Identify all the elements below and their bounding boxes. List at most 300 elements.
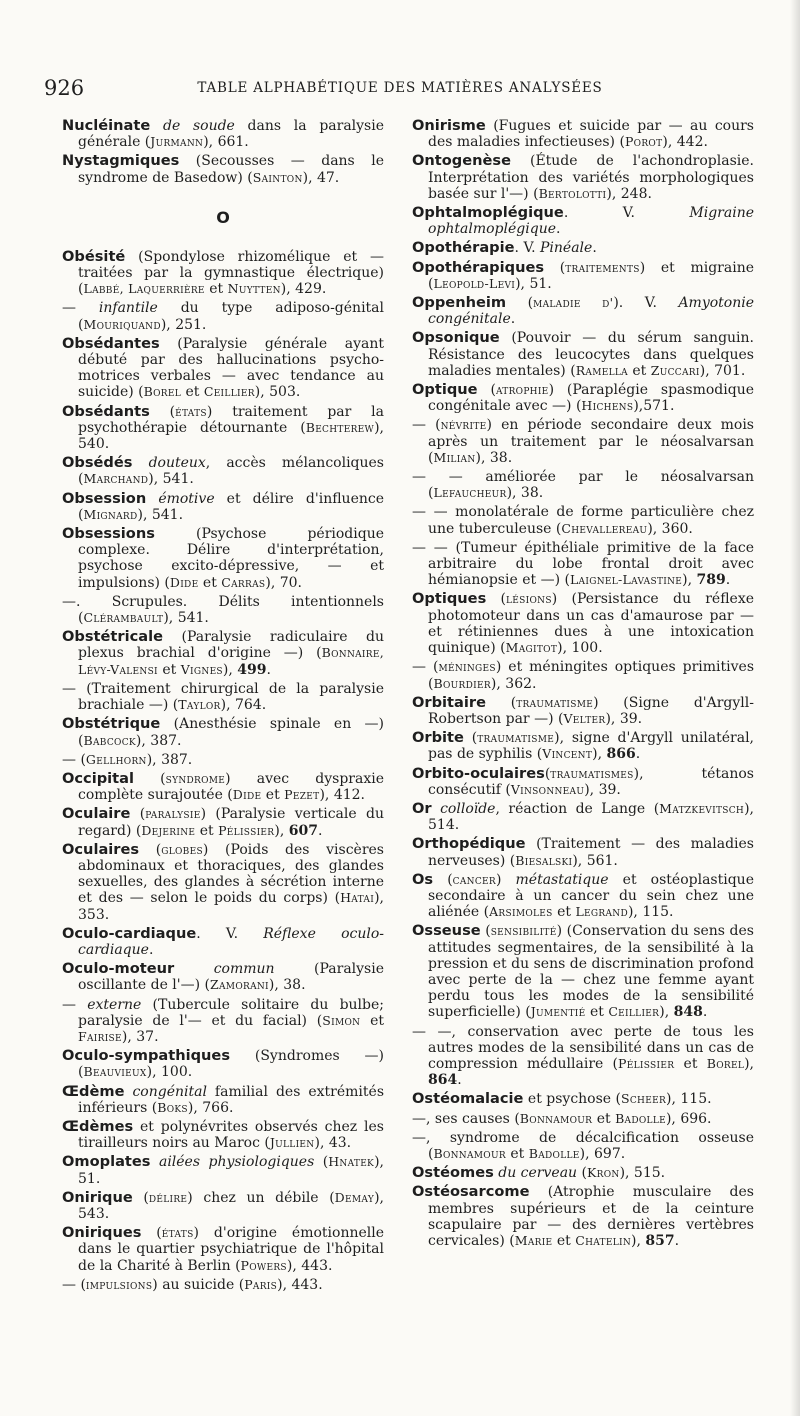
entry-term: Ostéomes: [412, 1164, 494, 1182]
index-entry: [62, 681, 384, 713]
entry-text: ),: [274, 822, 289, 839]
entry-term: Osseuse: [412, 922, 481, 940]
entry-term: Oculaires: [62, 840, 140, 858]
entry-page-bold: 848: [673, 1004, 703, 1021]
entry-italic: Migraine ophtalmoplégique: [428, 205, 754, 238]
entry-term: Orbito-oculaires: [412, 764, 545, 782]
entry-term: Orthopédique: [412, 835, 526, 853]
entry-author: maladie d': [533, 295, 614, 311]
index-entry: [62, 629, 384, 678]
entry-author: délire: [148, 1189, 188, 1205]
entry-text: (Syndromes —) (: [78, 1048, 384, 1081]
entry-text: ), 38.: [475, 449, 513, 466]
entry-text: — — monolatérale de forme particulière chez une tuberculeuse (: [412, 504, 754, 537]
entry-author: méninges: [438, 659, 496, 675]
entry-author: Vinsonneau: [510, 781, 585, 797]
entry-text: —, syndrome de décalcification osseuse (: [412, 1129, 754, 1162]
entry-author: Bourdier: [433, 675, 491, 691]
entry-text: et: [198, 574, 222, 591]
entry-text: familial des extrémités inférieurs (: [78, 1083, 384, 1116]
entry-text: ) au suicide (: [152, 1276, 245, 1293]
entry-text: — (: [62, 751, 86, 768]
section-letter: O: [216, 207, 230, 227]
index-entry: [62, 118, 384, 150]
entry-text: ), tétanos consécutif (: [428, 765, 754, 798]
entry-author: Taylor: [178, 697, 221, 713]
entry-text: ), 541.: [137, 506, 184, 523]
index-entry: [62, 926, 384, 958]
index-entry: [412, 295, 754, 327]
index-entry: [62, 526, 384, 591]
index-entry: [412, 730, 754, 762]
entry-text: ), 39.: [584, 781, 621, 798]
entry-term: Orbite: [412, 729, 464, 747]
entry-text: [132, 455, 148, 471]
entry-text: ) (Paralysie verticale du regard) (: [78, 806, 384, 839]
entry-text: ), 515.: [619, 1165, 666, 1182]
entry-text: ),571.: [633, 398, 675, 415]
entry-term: Ontogenèse: [412, 152, 512, 170]
entry-text: (: [134, 770, 166, 787]
entry-text: et: [552, 1233, 576, 1249]
entry-author: Marchand: [83, 471, 149, 487]
entry-term: Obésité: [62, 247, 126, 265]
entry-author: sensibilité: [490, 923, 557, 939]
index-entry: [412, 872, 754, 921]
entry-text: (: [485, 694, 517, 711]
entry-text: et: [627, 362, 651, 379]
entry-text: ) (Paraplégie spasmodique congénitale avec —) (: [428, 382, 754, 415]
index-entry: [412, 695, 754, 727]
entry-text: ), 443.: [286, 1257, 333, 1274]
entry-term: Optiques: [412, 590, 487, 608]
entry-text: ) traitement par la psychothérapie détournante (: [78, 403, 384, 436]
index-entry: [412, 659, 754, 691]
entry-author: Vignes: [180, 661, 223, 677]
entry-text: (Spondylose rhizomélique et — traitées par la gymnastique électrique) (: [78, 248, 384, 298]
entry-text: et: [552, 904, 576, 921]
index-entry: [62, 961, 384, 993]
entry-text: .: [318, 822, 323, 839]
entry-author: états: [175, 403, 207, 419]
entry-term: Obsessions: [62, 525, 155, 543]
entry-text: (: [314, 1154, 329, 1171]
page-header: [0, 76, 800, 106]
entry-text: [146, 491, 158, 507]
entry-text: ) (Persistance du réflexe photomoteur dans un cas d'amaurose par — et rétiniennes dues à une intoxication quinique) (: [428, 591, 754, 657]
entry-term: Œdèmes: [62, 1117, 134, 1135]
entry-author: Sainton: [252, 169, 303, 185]
entry-text: ), 541.: [163, 610, 209, 627]
entry-text: ), 764.: [220, 697, 267, 714]
entry-author: états: [161, 1225, 194, 1241]
index-entry: [412, 382, 754, 414]
entry-text: — (Traitement chirurgical de la paralysie brachiale —) (: [62, 680, 384, 714]
entry-author: Pélissier: [218, 822, 275, 838]
entry-italic: Réflexe oculo-cardiaque: [78, 925, 384, 958]
entry-author: Zuccari: [650, 362, 700, 378]
entry-text: ),: [222, 661, 238, 678]
entry-text: . V.: [514, 240, 541, 257]
index-entry: [62, 153, 384, 185]
entry-text: (: [577, 1165, 587, 1182]
entry-author: Velter: [563, 710, 606, 726]
entry-text: ), 561.: [572, 852, 618, 869]
entry-text: ), 387.: [135, 732, 182, 749]
entry-text: (: [149, 403, 176, 420]
entry-author: Fairise: [78, 1028, 122, 1044]
entries-o-continued: [412, 118, 754, 1249]
entry-author: Simon: [322, 1012, 361, 1028]
page-edge-shadow: [790, 0, 800, 1416]
entry-italic: colloïde: [440, 800, 496, 817]
entry-author: Demay: [334, 1189, 375, 1205]
entry-author: Borel: [706, 1055, 745, 1071]
entry-term: Or: [412, 799, 432, 817]
entry-text: et délire d'influence (: [78, 490, 385, 523]
entry-author: Matzkevitsch: [659, 800, 745, 816]
entry-text: ), 38.: [268, 977, 306, 994]
entry-text: et psychose (: [523, 1091, 621, 1108]
entry-text: ): [495, 871, 516, 888]
entry-author: Chatelin: [575, 1233, 632, 1248]
entry-author: traitements: [565, 259, 640, 275]
index-entry: [412, 240, 754, 256]
entry-italic: de soude: [163, 118, 235, 134]
entry-author: cancer: [452, 871, 496, 887]
entry-text: (Paralysie générale ayant débuté par des hallucinations psycho-motrices verbales — avec tendance au suicide) (: [78, 335, 384, 401]
entry-text: ), 248.: [606, 185, 652, 202]
entry-term: Onirisme: [412, 117, 486, 134]
entry-author: Ceillier: [608, 1004, 660, 1020]
index-entry: [62, 491, 384, 523]
entry-text: —: [62, 996, 88, 1013]
entry-author: Porot: [624, 134, 663, 150]
entry-author: Leopold-Levi: [433, 275, 516, 291]
entry-italic: métastatique: [515, 871, 609, 888]
entry-author: Badolle: [615, 1110, 666, 1126]
entry-author: Bonnamour: [519, 1110, 593, 1126]
entry-text: ),: [631, 1233, 646, 1249]
entry-author: Marie: [514, 1233, 553, 1248]
entry-text: ), 115.: [666, 1091, 712, 1108]
entry-author: Bonnaire, Lévy-Valensi: [78, 645, 384, 677]
entry-text: —, ses causes (: [412, 1110, 520, 1127]
entry-text: ), 541.: [148, 471, 194, 488]
entry-author: Mouriquand: [83, 316, 161, 332]
running-title: TABLE ALPHABÉTIQUE DES MATIÈRES ANALYSÉES: [197, 80, 603, 96]
entry-text: ), 51.: [515, 275, 552, 292]
entry-text: .: [148, 941, 154, 958]
entry-text: (: [141, 1225, 162, 1242]
index-entry: [412, 801, 754, 833]
entry-text: ) (Signe d'Argyll-Robertson par —) (: [428, 694, 754, 727]
entry-term: Œdème: [62, 1082, 125, 1100]
entry-author: Dide: [232, 787, 262, 803]
entry-text: (Étude de l'achondroplasie. Interprétation des variétés morphologiques basée sur l'—) (: [428, 153, 754, 202]
entry-text: ),: [682, 572, 697, 589]
entry-text: (Psychose périodique complexe. Délire d'interprétation, psychose excito-dépressive, — et impulsions) (: [78, 526, 384, 591]
entry-italic: ailées physiologiques: [158, 1154, 315, 1171]
entry-text: ) d'origine émotionnelle dans le quartier psychiatrique de l'hôpital de la Charité à Berlin (: [78, 1225, 385, 1274]
entry-author: Ramella: [575, 362, 628, 378]
entry-text: [432, 801, 440, 817]
entry-text: .: [556, 221, 561, 238]
entry-text: (Paralysie oscillante de l'—) (: [78, 961, 384, 994]
entry-text: ), 38.: [506, 485, 544, 502]
entry-text: ) et méningites optiques primitives (: [428, 659, 754, 692]
index-entry: [62, 300, 384, 332]
index-entry: [62, 1190, 384, 1222]
entry-author: Labbé, Laquerrière: [83, 281, 205, 297]
index-entry: [412, 205, 754, 237]
entry-author: Boks: [157, 1099, 188, 1115]
entry-author: Beauvieux: [83, 1064, 147, 1080]
entry-author: Paris: [244, 1276, 278, 1292]
entry-text: ),: [659, 1004, 674, 1021]
entry-term: Obsédants: [62, 402, 150, 420]
entry-author: Hnatek: [328, 1154, 375, 1170]
entry-text: et: [261, 787, 285, 804]
entry-text: et: [157, 661, 181, 678]
right-column: [412, 118, 754, 1252]
index-entry: [62, 455, 384, 487]
entry-italic: congénital: [132, 1083, 207, 1100]
entry-text: (Traitement — des maladies nerveuses) (: [428, 836, 754, 869]
entry-text: ), 100.: [146, 1064, 193, 1081]
entry-text: et: [204, 281, 228, 298]
entry-term: Ostéosarcome: [412, 1183, 530, 1201]
entry-term: Obsédés: [62, 454, 133, 472]
entry-text: ), 100.: [557, 640, 603, 657]
entry-text: ). V.: [613, 295, 679, 312]
entry-text: et: [592, 1110, 616, 1127]
entry-text: (Pouvoir — du sérum sanguin. Résistance des leucocytes dans quelques maladies mentales) (: [428, 330, 754, 379]
entry-page-bold: 857: [645, 1233, 675, 1249]
entry-author: Ceillier: [203, 384, 255, 400]
index-entry: [412, 591, 754, 656]
entry-text: (: [486, 591, 506, 608]
entry-italic: externe: [87, 996, 142, 1013]
entry-term: Ostéomalacie: [412, 1090, 524, 1108]
index-entry: [62, 1277, 384, 1293]
entry-text: — (: [412, 417, 441, 434]
entry-italic: émotive: [158, 490, 215, 507]
index-entry: [62, 1225, 384, 1274]
entry-author: Zamorani: [210, 977, 269, 993]
index-entry: [62, 842, 384, 923]
entry-text: (Anesthésie spinale en —) (: [78, 716, 384, 749]
index-entry: [62, 997, 384, 1046]
entry-text: — —, conservation avec perte de tous les autres modes de la sensibilité dans un cas de compression médullaire (: [412, 1023, 754, 1072]
entry-author: Babcock: [83, 732, 136, 748]
entry-text: , réaction de Lange (: [495, 800, 660, 817]
entry-term: Ophtalmoplégique: [412, 204, 564, 222]
entry-text: ),: [592, 746, 607, 763]
entry-author: Chevallereau: [561, 520, 648, 536]
entry-italic: douteux: [148, 455, 206, 472]
entry-text: (: [130, 806, 146, 823]
entry-text: ), 540.: [78, 419, 384, 453]
entry-author: Mignard: [83, 506, 138, 522]
index-entry: [412, 504, 754, 536]
entry-term: Nucléinate: [62, 117, 151, 134]
entry-text: ), 43.: [314, 1135, 352, 1152]
entry-text: ), 697.: [579, 1145, 626, 1162]
entry-term: Opothérapiques: [412, 258, 545, 276]
entry-term: Oculo-sympathiques: [62, 1047, 231, 1065]
entry-text: — (: [412, 659, 439, 676]
entry-text: et: [360, 1012, 384, 1029]
entry-text: —: [62, 300, 99, 317]
entry-text: ),: [744, 1055, 755, 1072]
entry-text: ), signe d'Argyll unilatéral, pas de syphilis (: [428, 730, 754, 763]
entry-text: .: [510, 311, 516, 328]
index-entry: [62, 752, 384, 768]
index-entry: [62, 771, 384, 803]
index-entry: [62, 249, 384, 298]
left-column: [62, 118, 384, 1296]
entry-text: (: [477, 382, 496, 399]
entry-author: névrite: [440, 417, 487, 433]
entry-text: (: [506, 295, 534, 312]
entry-term: Obstétricale: [62, 628, 163, 646]
entry-text: du type adiposo-génital (: [78, 300, 384, 333]
entry-text: (Fugues et suicide par — au cours des maladies infectieuses) (: [428, 118, 754, 151]
index-entry: [62, 336, 384, 401]
index-entry: [412, 1111, 754, 1127]
index-entry: [412, 153, 754, 202]
entry-text: et polynévrites observés chez les tirailleurs noirs au Maroc (: [78, 1118, 384, 1152]
entry-author: Dide: [169, 574, 199, 590]
entry-author: Pélissier: [618, 1055, 675, 1071]
entry-text: ), 387.: [146, 751, 193, 768]
entry-text: ) (Poids des viscères abdominaux et thoraciques, des glandes sexuelles, des glandes à sécrétion interne et des — selon le poids du corps) (: [78, 841, 384, 907]
entry-author: Dejerine: [141, 822, 196, 838]
entry-text: ) chez un débile (: [187, 1189, 335, 1206]
entry-author: Clérambault: [83, 610, 164, 626]
entry-page-bold: 789: [696, 572, 726, 589]
entry-term: Oculo-cardiaque: [62, 924, 197, 942]
entry-text: et: [505, 1145, 529, 1162]
entry-text: —. Scrupules. Délits intentionnels (: [62, 593, 384, 627]
index-entry: [412, 469, 754, 501]
entry-text: [150, 118, 163, 134]
entry-text: ), 701.: [699, 362, 746, 379]
entry-text: ), 115.: [627, 904, 674, 921]
entry-text: , accès mélancoliques (: [78, 455, 384, 488]
index-entry: [62, 1048, 384, 1080]
entry-term: Opsonique: [412, 329, 500, 347]
entry-author: Biesalski: [515, 852, 573, 868]
entry-text: ), 443.: [277, 1276, 323, 1293]
entry-author: traumatisme: [477, 730, 555, 746]
entry-text: ), 429.: [280, 281, 327, 298]
entry-author: lésions: [506, 591, 552, 607]
entries-o: [62, 249, 384, 1293]
index-entry: [62, 404, 384, 453]
entry-text: et: [181, 384, 204, 401]
entry-text: (: [139, 841, 162, 858]
entry-term: Obsession: [62, 489, 147, 507]
entry-text: .: [266, 661, 271, 678]
index-entry: [412, 330, 754, 379]
entry-author: Carras: [221, 574, 266, 590]
entry-text: ) avec dyspraxie complète surajoutée (: [78, 770, 384, 804]
entry-text: et ostéoplastique secondaire à un cancer du sein chez une aliénée (: [428, 871, 754, 921]
entry-italic: infantile: [98, 300, 158, 317]
index-entry: [62, 806, 384, 838]
entry-author: paralysie: [145, 806, 201, 822]
entry-author: syndrome: [165, 770, 226, 786]
entry-author: Bechterew: [305, 419, 375, 435]
entry-term: Opothérapie: [412, 239, 515, 257]
entry-text: ) en période secondaire deux mois après un traitement par le néosalvarsan (: [428, 417, 754, 466]
index-entry: [412, 1130, 754, 1162]
entry-author: Laignel-Lavastine: [569, 572, 683, 588]
entry-text: [151, 1154, 159, 1170]
index-entry: [412, 1184, 754, 1249]
entry-text: ), 37.: [121, 1028, 159, 1045]
entry-term: Oculaire: [62, 805, 131, 823]
entry-text: .: [457, 1072, 462, 1089]
entry-text: ), 543.: [78, 1189, 384, 1222]
entry-text: (: [544, 765, 551, 782]
entry-author: Hichens: [581, 398, 634, 414]
entry-author: Borel: [143, 384, 182, 400]
entry-author: Nuytten: [227, 281, 281, 297]
entry-author: Kron: [586, 1165, 620, 1181]
entry-term: Os: [412, 870, 434, 888]
entry-text: (: [544, 259, 566, 276]
index-entry: [62, 1154, 384, 1186]
entry-text: ), 442.: [662, 134, 708, 151]
entry-author: Milian: [433, 449, 476, 465]
entry-author: Pezet: [284, 787, 320, 803]
entry-text: ), 39.: [605, 710, 643, 727]
entry-text: ) (Conservation du sens des attitudes segmentaires, de la sensibilité à la pression et du sens de discrimination profond avec perte de la — chez une femme ayant perdu tous les modes de la sensibilité superficielle) (: [428, 923, 754, 1021]
index-entry: [412, 836, 754, 868]
entry-term: Occipital: [62, 769, 134, 787]
entry-text: .: [674, 1233, 680, 1249]
entry-text: ), 51.: [78, 1154, 385, 1187]
entry-text: (Tubercule solitaire du bulbe; paralysie de l'— et du facial) (: [78, 996, 384, 1029]
entry-text: ), 47.: [302, 169, 340, 186]
entry-text: . V.: [196, 925, 264, 942]
entry-text: ), 514.: [428, 800, 754, 834]
entry-author: traumatismes: [550, 765, 634, 781]
entry-text: .: [592, 240, 597, 257]
entry-text: (: [480, 923, 491, 940]
index-entry: [412, 766, 754, 798]
entry-text: (Paralysie radiculaire du plexus brachial d'origine —) (: [78, 629, 384, 662]
entry-text: (Secousses — dans le syndrome de Basedow) (: [78, 153, 384, 186]
entry-author: Badolle: [528, 1145, 580, 1161]
index-entry: [412, 417, 754, 466]
entry-author: Jumentié: [530, 1004, 586, 1020]
index-entry: [62, 1084, 384, 1116]
index-entry: [412, 1024, 754, 1089]
entry-page-bold: 607: [288, 822, 318, 839]
index-entry: [62, 1119, 384, 1151]
entry-author: globes: [161, 841, 203, 857]
entry-term: Optique: [412, 381, 478, 399]
entry-text: ), 412.: [319, 787, 366, 804]
entry-author: traumatisme: [516, 694, 594, 710]
entry-author: Bertolotti: [538, 185, 607, 201]
entry-author: Arsimoles: [489, 904, 553, 920]
entry-term: Obstétrique: [62, 715, 161, 733]
